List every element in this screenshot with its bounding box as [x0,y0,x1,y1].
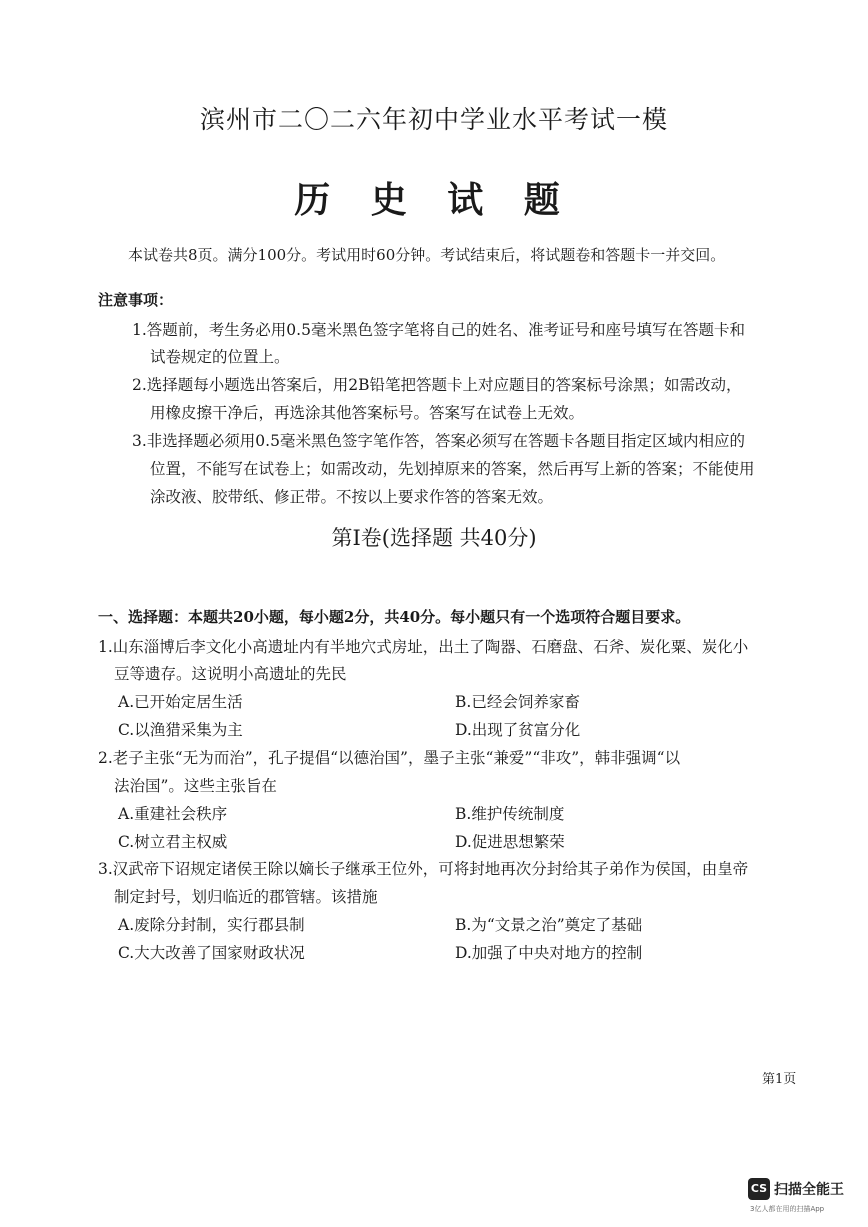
notice-line: 位置，不能写在试卷上；如需改动，先划掉原来的答案，然后再写上新的答案；不能使用 [150,460,755,478]
part-heading: 一、选择题：本题共20小题，每小题2分，共40分。每小题只有一个选项符合题目要求。 [98,608,691,626]
question-1-option-c: C.以渔猎采集为主 [118,721,243,739]
question-2-stem: 2.老子主张“无为而治”，孔子提倡“以德治国”，墨子主张“兼爱”“非攻”，韩非强调“以 [98,749,681,767]
question-2-option-a: A.重建社会秩序 [118,805,228,823]
notice-line: 3.非选择题必须用0.5毫米黑色签字笔作答，答案必须写在答题卡各题目指定区域内相应的 [132,432,745,450]
question-2-option-c: C.树立君主权威 [118,833,228,851]
question-2-stem-cont: 法治国”。这些主张旨在 [114,777,277,795]
question-1-option-a: A.已开始定居生活 [118,693,243,711]
watermark-app-name: 扫描全能王 [774,1182,844,1198]
question-2-option-b: B.维护传统制度 [455,805,565,823]
question-3-stem: 3.汉武帝下诏规定诸侯王除以嫡长子继承王位外，可将封地再次分封给其子弟作为侯国，由皇帝 [98,860,749,878]
notice-heading: 注意事项： [98,291,174,309]
question-1-stem: 1.山东淄博后李文化小高遗址内有半地穴式房址，出土了陶器、石磨盘、石斧、炭化粟、炭化小 [98,638,749,656]
notice-line: 涂改液、胶带纸、修正带。不按以上要求作答的答案无效。 [150,488,554,506]
question-1-stem-cont: 豆等遗存。这说明小高遗址的先民 [114,665,347,683]
exam-header-title: 滨州市二〇二六年初中学业水平考试一模 [199,105,668,134]
page-number: 第1页 [762,1072,797,1087]
question-3-stem-cont: 制定封号，划归临近的郡管辖。该措施 [114,888,378,906]
subject-title: 历 史 试 题 [294,179,574,221]
watermark-tagline: 3亿人都在用的扫描App [750,1205,825,1213]
notice-line: 2.选择题每小题选出答案后，用2B铅笔把答题卡上对应题目的答案标号涂黑；如需改动， [132,376,742,394]
question-3-option-b: B.为“文景之治”奠定了基础 [455,916,643,934]
question-1-option-d: D.出现了贫富分化 [455,721,581,739]
camscanner-logo-icon: CS [748,1178,770,1200]
notice-line: 用橡皮擦干净后，再选涂其他答案标号。答案写在试卷上无效。 [150,404,585,422]
question-3-option-d: D.加强了中央对地方的控制 [455,944,643,962]
intro-text: 本试卷共8页。满分100分。考试用时60分钟。考试结束后，将试题卷和答题卡一并交回。 [128,246,726,264]
camscanner-watermark [748,1176,860,1216]
section-title: 第Ⅰ卷(选择题 共40分) [331,526,537,550]
notice-line: 试卷规定的位置上。 [150,348,290,366]
notice-line: 1.答题前，考生务必用0.5毫米黑色签字笔将自己的姓名、准考证号和座号填写在答题卡和 [132,321,745,339]
question-3-option-a: A.废除分封制，实行郡县制 [118,916,305,934]
question-3-option-c: C.大大改善了国家财政状况 [118,944,305,962]
question-1-option-b: B.已经会饲养家畜 [455,693,580,711]
question-2-option-d: D.促进思想繁荣 [455,833,565,851]
